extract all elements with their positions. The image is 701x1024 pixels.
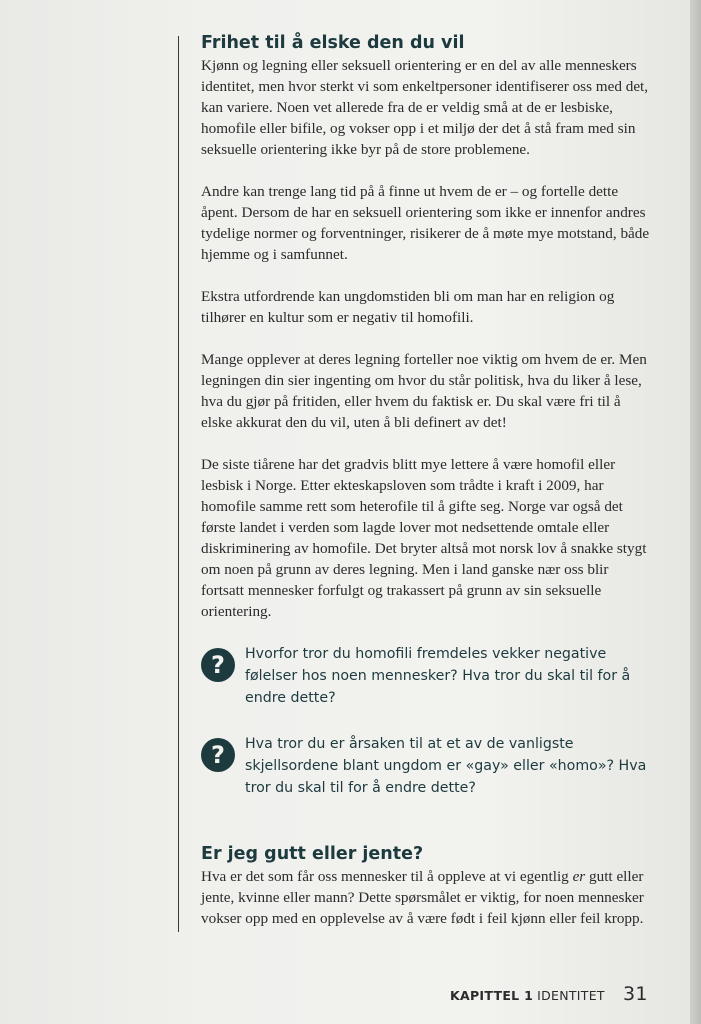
section-heading-freedom: Frihet til å elske den du vil <box>201 33 465 53</box>
question-text: Hva tror du er årsaken til at et av de vanligste skjellsordene blant ungdom er «gay» eller «homo»? Hva tror du skal til for å endre dette? <box>245 736 647 796</box>
page-footer <box>450 983 648 1005</box>
page-edge <box>690 0 701 1024</box>
question-text: Hvorfor tror du homofili fremdeles vekker negative følelser hos noen mennesker? Hva tror du skal til for å endre dette? <box>245 646 631 706</box>
paragraph-5: De siste tiårene har det gradvis blitt mye lettere å være homofil eller lesbisk i Norge. Etter ekteskapsloven som trådte i kraft i 2009, har homofile samme rett som heterofile til å gifte seg. Norge var også det første landet i verden som lagde lover mot nedsettende omtale eller diskriminering av homofile. Det bryter altså mot norsk lov å snakke stygt om noen på grunn av deres legning. Men i land ganske nær oss blir fortsatt mennesker forfulgt og trakassert på grunn av sin seksuelle orientering. <box>201 456 647 620</box>
page-number: 31 <box>623 983 648 1005</box>
paragraph-3: Ekstra utfordrende kan ungdomstiden bli om man har en religion og tilhører en kultur som er negativ til homofili. <box>201 288 615 326</box>
paragraph-6-part2: gutt eller jente, kvinne eller mann? Dette spørsmålet er viktig, for noen mennesker vokser opp med en opplevelse av å være født i feil kjønn eller feil kropp. <box>201 868 644 927</box>
paragraph-6 <box>201 866 651 929</box>
question-icon: ? <box>201 738 235 772</box>
paragraph-2: Andre kan trenge lang tid på å finne ut hvem de er – og fortelle dette åpent. Dersom de har en seksuell orientering som ikke er innenfor andres tydelige normer og forventninger, risikerer de å møte mye motstand, både hjemme og i samfunnet. <box>201 183 650 263</box>
section-heading-gender: Er jeg gutt eller jente? <box>201 844 424 864</box>
page-content <box>201 32 651 929</box>
discussion-question-2 <box>201 733 651 799</box>
paragraph-1: Kjønn og legning eller seksuell orientering er en del av alle menneskers identitet, men hvor sterkt vi som enkeltpersoner identifiserer oss med det, kan variere. Noen vet allerede fra de er veldig små at de er lesbiske, homofile eller bifile, og vokser opp i et miljø der det å stå fram med sin seksuelle orientering ikke byr på de store problemene. <box>201 57 649 158</box>
paragraph-6-emphasis: er <box>572 868 586 885</box>
question-icon: ? <box>201 648 235 682</box>
chapter-label: KAPITTEL 1 <box>450 988 534 1003</box>
discussion-question-1 <box>201 643 651 709</box>
paragraph-4: Mange opplever at deres legning forteller noe viktig om hvem de er. Men legningen din sier ingenting om hvor du står politisk, hva du liker å lese, hva du gjør på fritiden, eller hvem du faktisk er. Du skal være fri til å elske akkurat den du vil, uten å bli definert av det! <box>201 351 647 431</box>
section-label: IDENTITET <box>537 988 605 1003</box>
margin-rule <box>178 36 179 932</box>
paragraph-6-part1: Hva er det som får oss mennesker til å oppleve at vi egentlig <box>201 868 573 885</box>
